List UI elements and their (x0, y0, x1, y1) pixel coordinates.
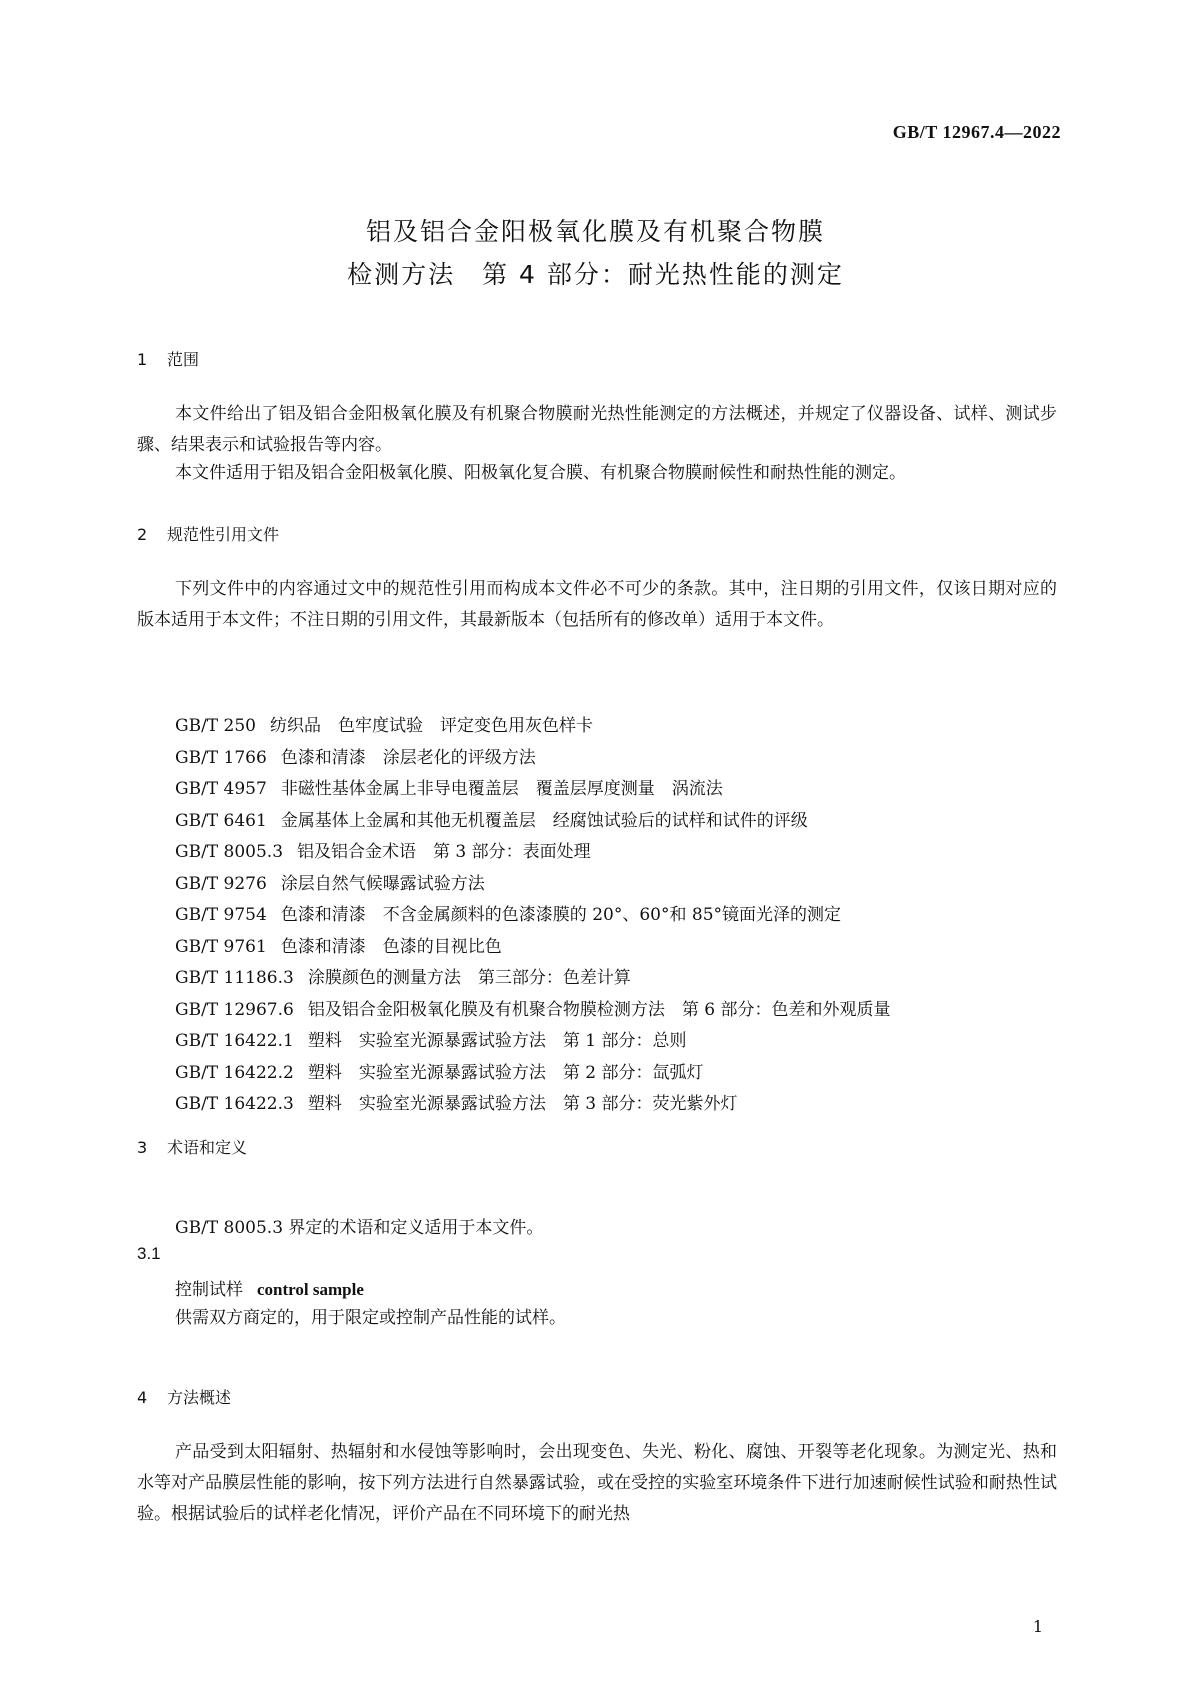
reference-code: GB/T 11186.3 (175, 968, 294, 988)
reference-item (175, 963, 890, 995)
document-title-line-1: 铝及铝合金阳极氧化膜及有机聚合物膜 (365, 217, 825, 246)
reference-code: GB/T 4957 (175, 779, 267, 799)
section-title: 规范性引用文件 (167, 525, 280, 544)
reference-code: GB/T 9754 (175, 905, 267, 925)
reference-title: 铝及铝合金阳极氧化膜及有机聚合物膜检测方法 第 6 部分：色差和外观质量 (307, 999, 891, 1020)
reference-title: 非磁性基体金属上非导电覆盖层 覆盖层厚度测量 涡流法 (280, 779, 723, 799)
reference-item (175, 995, 890, 1027)
reference-code: GB/T 9276 (175, 873, 267, 894)
reference-item (175, 869, 890, 901)
section-2-intro: 下列文件中的内容通过文中的规范性引用而构成本文件必不可少的条款。其中，注日期的引用文件，仅该日期对应的版本适用于本文件；不注日期的引用文件，其最新版本（包括所有的修改单）适用于本文件。 (137, 579, 1057, 630)
reference-code: GB/T 6461 (175, 810, 267, 831)
term-english: control sample (257, 1280, 364, 1299)
reference-title: 塑料 实验室光源暴露试验方法 第 1 部分：总则 (307, 1031, 687, 1051)
reference-code: GB/T 16422.2 (175, 1062, 294, 1083)
section-2-heading (137, 522, 279, 545)
reference-item (175, 743, 890, 775)
section-3-intro: GB/T 8005.3 界定的术语和定义适用于本文件。 (175, 1218, 544, 1238)
section-title: 范围 (167, 350, 200, 369)
reference-item (175, 1058, 890, 1090)
reference-item (175, 1026, 890, 1058)
reference-code: GB/T 16422.3 (175, 1094, 294, 1114)
section-3-heading (137, 1135, 247, 1158)
reference-title: 铝及铝合金术语 第 3 部分：表面处理 (297, 842, 591, 862)
section-1-paragraph-2: 本文件适用于铝及铝合金阳极氧化膜、阳极氧化复合膜、有机聚合物膜耐候性和耐热性能的测定。 (175, 463, 906, 483)
reference-code: GB/T 12967.6 (175, 999, 294, 1020)
reference-item (175, 774, 890, 806)
reference-item (175, 711, 890, 743)
document-title-line-2: 检测方法 第 4 部分：耐光热性能的测定 (347, 260, 844, 289)
term-number: 3.1 (137, 1244, 161, 1263)
reference-item (175, 837, 890, 869)
section-4-paragraph: 产品受到太阳辐射、热辐射和水侵蚀等影响时，会出现变色、失光、粉化、腐蚀、开裂等老化现象。为测定光、热和水等对产品膜层性能的影响，按下列方法进行自然暴露试验，或在受控的实验室环境条件下进行加速耐候性试验和耐热性试验。根据试验后的试样老化情况，评价产品在不同环境下的耐光热 (137, 1442, 1057, 1524)
reference-title: 涂层自然气候曝露试验方法 (280, 873, 485, 894)
section-title: 术语和定义 (167, 1138, 248, 1157)
reference-code: GB/T 9761 (175, 936, 267, 957)
reference-title: 塑料 实验室光源暴露试验方法 第 3 部分：荧光紫外灯 (307, 1094, 738, 1114)
reference-item (175, 900, 890, 932)
reference-code: GB/T 1766 (175, 747, 267, 768)
reference-title: 色漆和清漆 色漆的目视比色 (280, 936, 502, 957)
standard-number: GB/T 12967.4—2022 (892, 122, 1061, 142)
reference-item (175, 1089, 890, 1121)
reference-code: GB/T 250 (175, 716, 256, 736)
section-number: 2 (137, 525, 148, 544)
section-number: 4 (137, 1388, 148, 1407)
page-number: 1 (1032, 1617, 1043, 1636)
reference-title: 纺织品 色牢度试验 评定变色用灰色样卡 (270, 716, 593, 736)
term-name (175, 1275, 364, 1300)
section-1-paragraph-1: 本文件给出了铝及铝合金阳极氧化膜及有机聚合物膜耐光热性能测定的方法概述，并规定了仪器设备、试样、测试步骤、结果表示和试验报告等内容。 (137, 404, 1057, 455)
reference-title: 色漆和清漆 不含金属颜料的色漆漆膜的 20°、60°和 85°镜面光泽的测定 (280, 905, 842, 925)
reference-title: 金属基体上金属和其他无机覆盖层 经腐蚀试验后的试样和试件的评级 (280, 810, 808, 831)
section-title: 方法概述 (167, 1388, 232, 1407)
section-4-heading (137, 1385, 231, 1408)
reference-title: 色漆和清漆 涂层老化的评级方法 (280, 747, 536, 768)
section-number: 3 (137, 1138, 148, 1157)
normative-references-list (175, 711, 890, 1121)
reference-code: GB/T 8005.3 (175, 842, 284, 862)
section-number: 1 (137, 350, 148, 369)
reference-item (175, 806, 890, 838)
reference-title: 涂膜颜色的测量方法 第三部分：色差计算 (307, 968, 631, 988)
reference-code: GB/T 16422.1 (175, 1031, 294, 1051)
term-definition: 供需双方商定的，用于限定或控制产品性能的试样。 (175, 1308, 566, 1328)
reference-item (175, 932, 890, 964)
term-chinese: 控制试样 (175, 1280, 243, 1300)
section-1-heading (137, 347, 199, 370)
reference-title: 塑料 实验室光源暴露试验方法 第 2 部分：氙弧灯 (307, 1062, 704, 1083)
